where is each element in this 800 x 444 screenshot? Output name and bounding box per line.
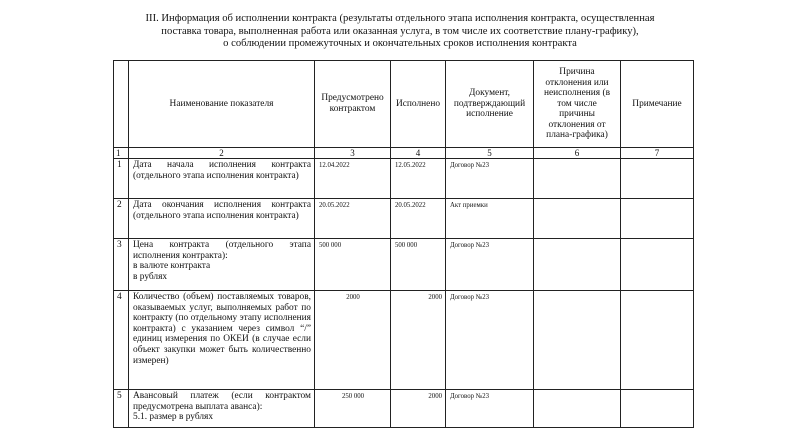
col-number: 2 — [129, 148, 315, 159]
indicator-name: Дата окончания исполнения контракта (отдельного этапа исполнения контракта) — [129, 199, 315, 239]
row-number: 4 — [114, 291, 129, 390]
indicator-name-sub: в рублях — [133, 271, 168, 282]
note-cell — [621, 390, 694, 428]
planned-value: 20.05.2022 — [315, 199, 391, 239]
row-number: 1 — [114, 159, 129, 199]
reason-cell — [534, 159, 621, 199]
reason-cell — [534, 239, 621, 291]
indicator-name-sub: в валюте контракта — [133, 261, 211, 272]
header-reason: Причина отклонения или неисполнения (в том числе причины отклонения от плана-графика) — [534, 61, 621, 148]
header-document: Документ, подтверждающий исполнение — [446, 61, 534, 148]
col-number: 1 — [114, 148, 129, 159]
executed-value: 20.05.2022 — [391, 199, 446, 239]
table-row — [114, 159, 694, 199]
document-value: Договор №23 — [446, 159, 534, 199]
table-row — [114, 291, 694, 390]
col-number: 5 — [446, 148, 534, 159]
indicator-name — [129, 390, 315, 428]
document-value: Договор №23 — [446, 390, 534, 428]
planned-value: 2000 — [315, 291, 391, 390]
header-note: Примечание — [621, 61, 694, 148]
section-title — [120, 13, 680, 51]
col-number: 6 — [534, 148, 621, 159]
executed-value: 2000 — [391, 390, 446, 428]
table-row — [114, 199, 694, 239]
table-row — [114, 239, 694, 291]
note-cell — [621, 239, 694, 291]
executed-value: 500 000 — [391, 239, 446, 291]
row-number: 2 — [114, 199, 129, 239]
planned-value: 500 000 — [315, 239, 391, 291]
indicator-name: Количество (объем) поставляемых товаров, оказываемых услуг, выполняемых работ по контракту (по отдельному этапу исполнения контракта) с указанием через символ “/” единиц измерения по ОКЕИ (в случае если объект закупки может быть количественно измерен) — [129, 291, 315, 390]
column-number-row — [114, 148, 694, 159]
table-row — [114, 390, 694, 428]
title-line-1: III. Информация об исполнении контракта (результаты отдельного этапа исполнения контракта, осуществленная — [145, 13, 655, 24]
planned-value: 12.04.2022 — [315, 159, 391, 199]
note-cell — [621, 199, 694, 239]
document-value: Акт приемки — [446, 199, 534, 239]
document-value: Договор №23 — [446, 239, 534, 291]
note-cell — [621, 159, 694, 199]
document-value: Договор №23 — [446, 291, 534, 390]
note-cell — [621, 291, 694, 390]
row-number: 3 — [114, 239, 129, 291]
executed-value: 2000 — [391, 291, 446, 390]
contract-execution-table — [113, 60, 694, 428]
col-number: 3 — [315, 148, 391, 159]
col-number: 4 — [391, 148, 446, 159]
indicator-name: Дата начала исполнения контракта (отдельного этапа исполнения контракта) — [129, 159, 315, 199]
header-row — [114, 61, 694, 148]
reason-cell — [534, 199, 621, 239]
indicator-name-sub: 5.1. размер в рублях — [133, 412, 214, 423]
indicator-name-main: Цена контракта (отдельного этапа исполнения контракта): — [133, 240, 311, 261]
title-line-3: о соблюдении промежуточных и окончательных сроков исполнения контракта — [223, 38, 577, 50]
header-planned: Предусмотрено контрактом — [315, 61, 391, 148]
planned-value: 250 000 — [315, 390, 391, 428]
header-name: Наименование показателя — [129, 61, 315, 148]
indicator-name-main: Авансовый платеж (если контрактом предусмотрена выплата аванса): — [133, 391, 311, 412]
header-executed: Исполнено — [391, 61, 446, 148]
title-line-2: поставка товара, выполненная работа или оказанная услуга, в том числе их соответствие плану-графику), — [161, 25, 639, 37]
executed-value: 12.05.2022 — [391, 159, 446, 199]
row-number: 5 — [114, 390, 129, 428]
indicator-name — [129, 239, 315, 291]
reason-cell — [534, 390, 621, 428]
reason-cell — [534, 291, 621, 390]
header-num — [114, 61, 129, 148]
col-number: 7 — [621, 148, 694, 159]
